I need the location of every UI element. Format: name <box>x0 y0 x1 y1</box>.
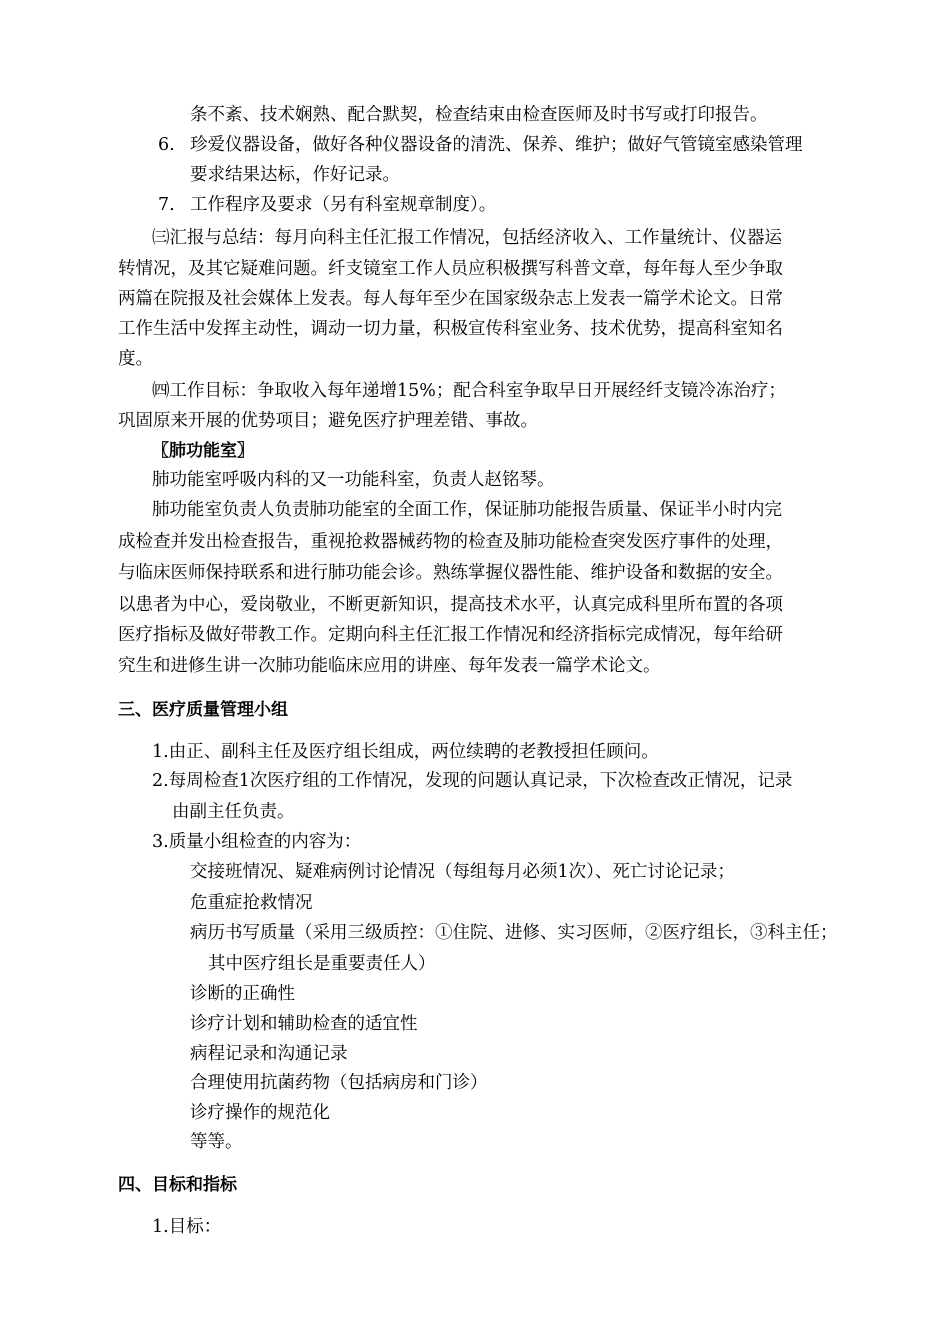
check-item: 诊断的正确性 <box>190 984 295 1004</box>
list-item: 1.目标： <box>152 1217 222 1237</box>
list-item: 2.每周检查1次医疗组的工作情况，发现的问题认真记录，下次检查改正情况，记录 <box>152 771 793 791</box>
section-heading: 四、目标和指标 <box>118 1175 237 1195</box>
paragraph-line: 工作生活中发挥主动性，调动一切力量，积极宣传科室业务、技术优势，提高科室知名 <box>118 319 783 339</box>
paragraph-line: 巩固原来开展的优势项目；避免医疗护理差错、事故。 <box>118 411 538 431</box>
paragraph-line: 医疗指标及做好带教工作。定期向科主任汇报工作情况和经济指标完成情况，每年给研 <box>118 625 783 645</box>
check-item-continuation: 其中医疗组长是重要责任人） <box>208 954 436 974</box>
paragraph-line: 肺功能室负责人负责肺功能室的全面工作，保证肺功能报告质量、保证半小时内完 <box>152 500 782 520</box>
check-item: 危重症抢救情况 <box>190 893 313 913</box>
list-number: 6. <box>158 135 175 155</box>
list-item: 1.由正、副科主任及医疗组长组成，两位续聘的老教授担任顾问。 <box>152 742 659 762</box>
section-heading: 三、医疗质量管理小组 <box>118 700 288 720</box>
paragraph-line: 度。 <box>118 349 153 369</box>
paragraph-line: 与临床医师保持联系和进行肺功能会诊。熟练掌握仪器性能、维护设备和数据的安全。 <box>118 563 783 583</box>
list-item-text: 珍爱仪器设备，做好各种仪器设备的清洗、保养、维护；做好气管镜室感染管理 <box>190 135 803 155</box>
list-item-continuation: 由副主任负责。 <box>172 802 295 822</box>
list-number: 7. <box>158 195 175 215</box>
paragraph-line: ㈢汇报与总结：每月向科主任汇报工作情况，包括经济收入、工作量统计、仪器运 <box>152 228 782 248</box>
subsection-title: 〖肺功能室〗 <box>152 441 254 461</box>
list-item-7 <box>158 194 496 216</box>
paragraph-line: 两篇在院报及社会媒体上发表。每人每年至少在国家级杂志上发表一篇学术论文。日常 <box>118 289 783 309</box>
check-item: 等等。 <box>190 1132 243 1152</box>
check-item: 诊疗操作的规范化 <box>190 1103 330 1123</box>
list-item-text: 工作程序及要求（另有科室规章制度）。 <box>190 195 497 215</box>
list-item-6 <box>158 134 803 156</box>
check-item: 病历书写质量（采用三级质控：①住院、进修、实习医师，②医疗组长，③科主任； <box>190 923 838 943</box>
paragraph-line: 以患者为中心，爱岗敬业，不断更新知识，提高技术水平，认真完成科里所布置的各项 <box>118 595 783 615</box>
check-item: 诊疗计划和辅助检查的适宜性 <box>190 1014 418 1034</box>
list-item: 3.质量小组检查的内容为： <box>152 832 362 852</box>
paragraph-line: 肺功能室呼吸内科的又一功能科室，负责人赵铭琴。 <box>152 470 555 490</box>
check-item: 合理使用抗菌药物（包括病房和门诊） <box>190 1073 488 1093</box>
paragraph-line: 成检查并发出检查报告，重视抢救器械药物的检查及肺功能检查突发医疗事件的处理， <box>118 532 783 552</box>
paragraph-line: 究生和进修生讲一次肺功能临床应用的讲座、每年发表一篇学术论文。 <box>118 656 661 676</box>
text-line: 要求结果达标，作好记录。 <box>190 165 400 185</box>
paragraph-line: ㈣工作目标：争取收入每年递增15%；配合科室争取早日开展经纤支镜冷冻治疗； <box>152 381 786 401</box>
check-item: 病程记录和沟通记录 <box>190 1044 348 1064</box>
paragraph-line: 转情况，及其它疑难问题。纤支镜室工作人员应积极撰写科普文章，每年每人至少争取 <box>118 259 783 279</box>
text-line: 条不紊、技术娴熟、配合默契，检查结束由检查医师及时书写或打印报告。 <box>190 105 768 125</box>
check-item: 交接班情况、疑难病例讨论情况（每组每月必须1次）、死亡讨论记录； <box>190 862 735 882</box>
